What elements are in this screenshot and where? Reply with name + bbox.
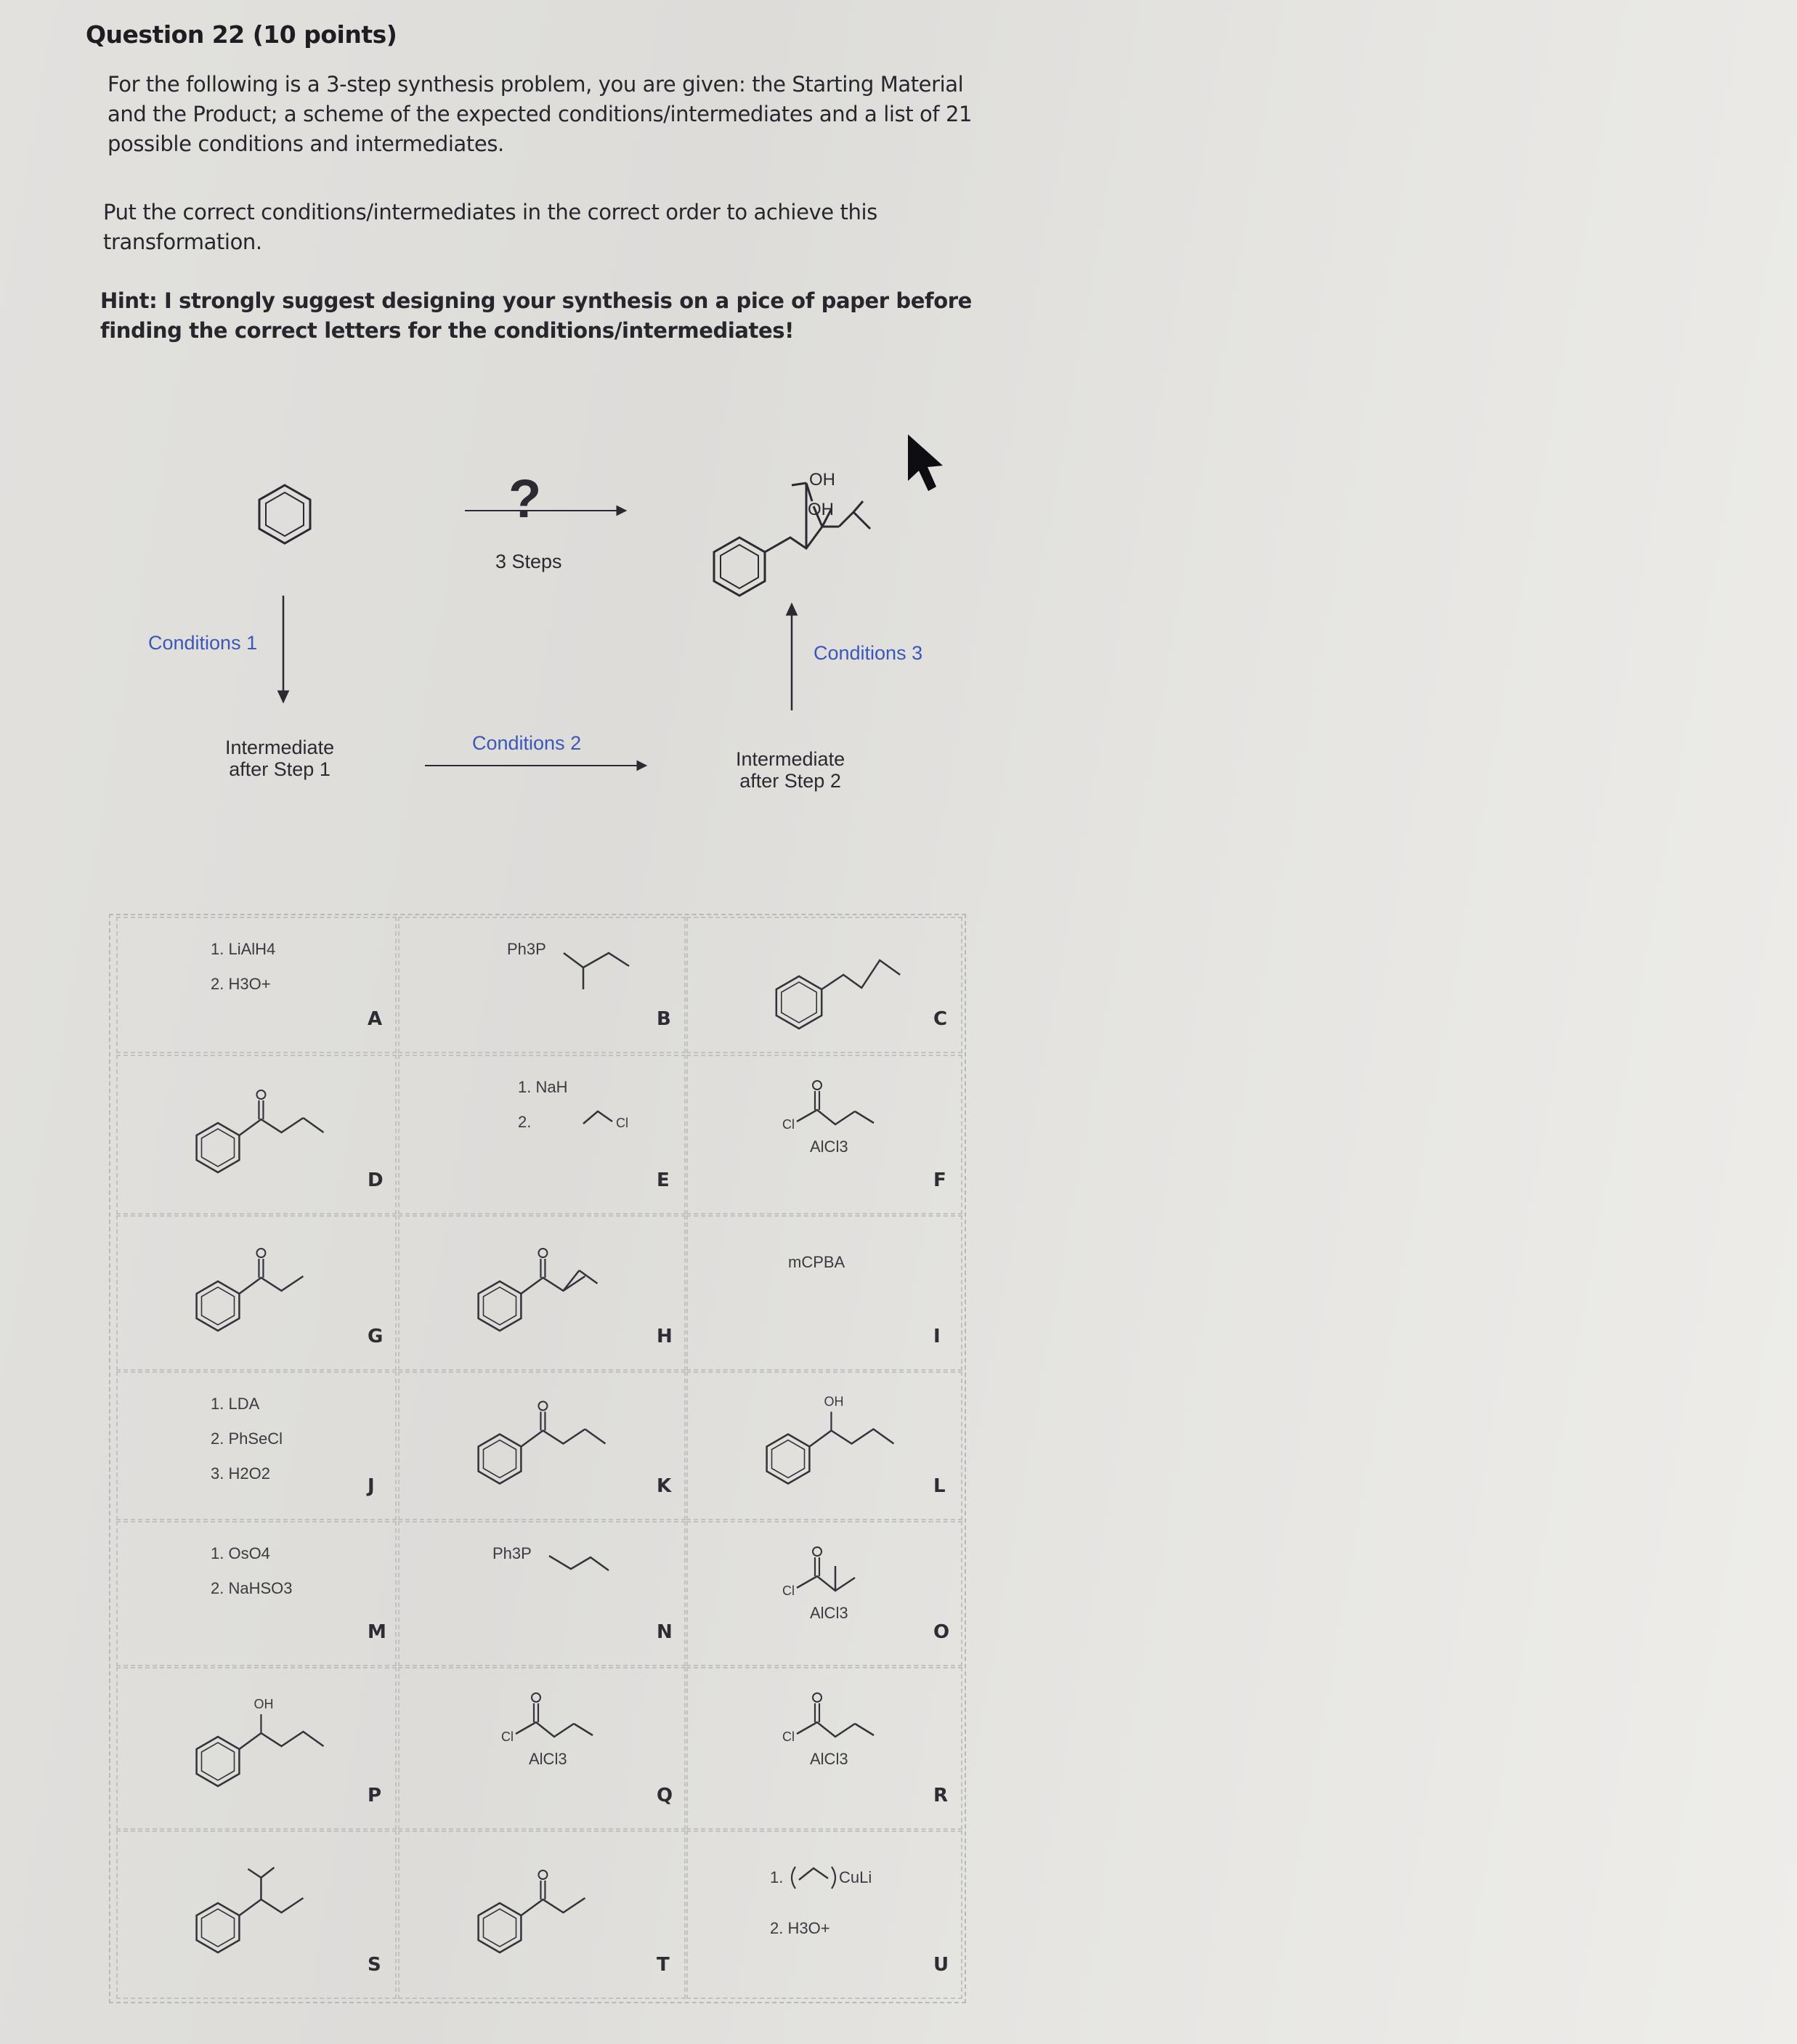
- option-letter-p: P: [368, 1785, 382, 1806]
- structure-o: [782, 1547, 855, 1598]
- conditions-1-label: Conditions 1: [148, 632, 258, 654]
- structure-n: [549, 1556, 609, 1570]
- benzene-ring: [197, 1281, 240, 1331]
- lewis-acid-label: AlCl3: [810, 1604, 848, 1622]
- option-letter-j: J: [368, 1475, 375, 1497]
- option-letter-f: F: [933, 1169, 946, 1191]
- reagent-line: 2. H3O+: [770, 1919, 830, 1937]
- option-letter-a: A: [368, 1008, 383, 1030]
- question-paragraph-1: For the following is a 3-step synthesis problem, you are given: the Starting Material and the Product; a scheme of the expected conditions/intermediates and a list of 21 possible conditions and intermediates.: [108, 72, 973, 156]
- benzene-ring: [776, 976, 822, 1029]
- option-letter-t: T: [657, 1954, 670, 1976]
- structure-q: [501, 1693, 593, 1744]
- reagent-line: 2. H3O+: [211, 975, 271, 993]
- option-letter-s: S: [368, 1954, 381, 1976]
- structure-s: [197, 1867, 304, 1952]
- lewis-acid-label: AlCl3: [810, 1137, 848, 1156]
- option-letter-d: D: [368, 1169, 384, 1191]
- scheme-steps-label: 3 Steps: [495, 551, 562, 572]
- structure-l: [767, 1395, 894, 1484]
- intermediate-2-label: Intermediate after Step 2: [736, 748, 845, 792]
- benzene-ring: [197, 1123, 240, 1172]
- structure-t: [479, 1870, 585, 1952]
- oxidant-label: mCPBA: [788, 1253, 845, 1271]
- option-letter-b: B: [657, 1008, 671, 1030]
- reagent-line: 1. LiAlH4: [211, 940, 276, 958]
- reagent-line: 2.: [518, 1113, 532, 1131]
- structure-e: [583, 1111, 628, 1130]
- hydroxyl-label: OH: [824, 1394, 844, 1409]
- option-letter-l: L: [933, 1475, 946, 1497]
- option-letter-c: C: [933, 1008, 948, 1030]
- structure-r: [782, 1693, 874, 1744]
- structure-f: [782, 1081, 874, 1132]
- acyl-chloride-cl: Cl: [501, 1729, 514, 1744]
- option-letter-i: I: [933, 1326, 941, 1347]
- option-letter-r: R: [933, 1785, 949, 1806]
- reagent-line: 1. LDA: [211, 1395, 260, 1413]
- option-letter-g: G: [368, 1326, 384, 1347]
- conditions-3-label: Conditions 3: [814, 642, 923, 664]
- structure-b: [564, 953, 629, 989]
- structure-k: [479, 1402, 606, 1484]
- acyl-chloride-cl: Cl: [782, 1729, 795, 1744]
- product-oh-1: OH: [809, 470, 835, 490]
- intermediate-1-label: Intermediate after Step 1: [225, 737, 335, 780]
- product-oh-2: OH: [808, 500, 834, 519]
- reagent-line: 1. NaH: [518, 1078, 568, 1096]
- benzene-ring: [479, 1281, 522, 1331]
- reagent-line: 1. OsO4: [211, 1544, 270, 1562]
- option-letter-e: E: [657, 1169, 670, 1191]
- acyl-chloride-cl: Cl: [782, 1583, 795, 1598]
- structure-p: [197, 1697, 324, 1786]
- option-letter-n: N: [657, 1621, 673, 1643]
- option-letter-k: K: [657, 1475, 672, 1497]
- structure-c: [776, 960, 900, 1029]
- acyl-chloride-cl: Cl: [782, 1117, 795, 1132]
- lewis-acid-label: AlCl3: [529, 1750, 567, 1768]
- question-paragraph-2: Put the correct conditions/intermediates in the correct order to achieve this transformation.: [103, 200, 877, 254]
- scheme-question-mark: ?: [508, 469, 542, 529]
- option-letter-u: U: [933, 1954, 949, 1976]
- structure-u: [792, 1867, 835, 1889]
- chloride-label: Cl: [616, 1116, 628, 1130]
- cuprate-label: CuLi: [839, 1868, 872, 1886]
- reagent-line: 2. PhSeCl: [211, 1429, 283, 1448]
- structure-d: [197, 1090, 324, 1172]
- benzene-ring: [197, 1737, 240, 1786]
- benzene-ring: [479, 1435, 522, 1484]
- lewis-acid-label: AlCl3: [810, 1750, 848, 1768]
- benzene-ring: [767, 1435, 810, 1484]
- option-letter-m: M: [368, 1621, 386, 1643]
- question-title: Question 22 (10 points): [86, 20, 397, 49]
- option-letter-o: O: [933, 1621, 950, 1643]
- structure-h: [479, 1249, 598, 1331]
- structure-g: [197, 1249, 304, 1331]
- reagent-line: 1.: [770, 1868, 784, 1886]
- option-letter-h: H: [657, 1326, 673, 1347]
- reagent-line: 2. NaHSO3: [211, 1579, 293, 1597]
- phosphorus-ylide-label: Ph3P: [507, 940, 546, 958]
- benzene-ring: [479, 1903, 522, 1952]
- hydroxyl-label: OH: [253, 1697, 274, 1711]
- phosphorus-ylide-label: Ph3P: [492, 1544, 532, 1562]
- reagent-line: 3. H2O2: [211, 1464, 270, 1483]
- option-letter-q: Q: [657, 1785, 673, 1806]
- conditions-2-label: Conditions 2: [472, 732, 582, 754]
- question-hint: Hint: I strongly suggest designing your synthesis on a pice of paper before finding the correct letters for the conditions/intermediates!: [100, 288, 972, 343]
- benzene-ring: [197, 1903, 240, 1952]
